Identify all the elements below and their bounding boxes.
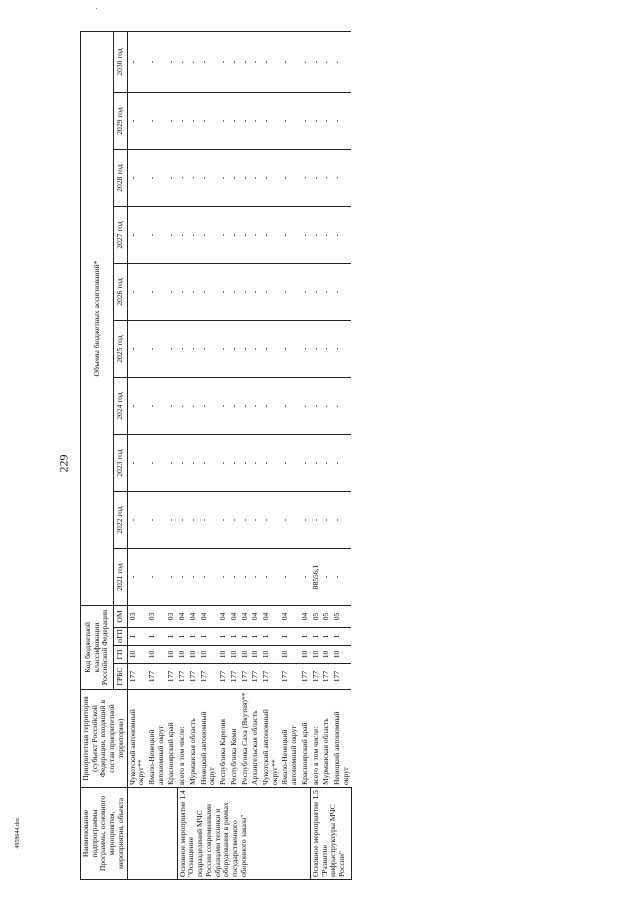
code-cell: 04: [250, 606, 261, 628]
header-row-1: [81, 31, 114, 879]
allocation-value-cell: -: [199, 492, 218, 549]
table-row: [177, 31, 188, 879]
allocation-value-cell: -: [229, 31, 240, 92]
allocation-value-cell: -: [218, 207, 229, 264]
code-cell: 177: [261, 664, 280, 690]
allocation-value-cell: -: [188, 435, 199, 492]
code-cell: 10: [188, 646, 199, 664]
allocation-value-cell: -: [218, 435, 229, 492]
code-cell: 03: [127, 606, 147, 628]
allocation-value-cell: -: [332, 435, 351, 492]
allocation-value-cell: -: [280, 31, 299, 92]
allocation-value-cell: -: [321, 150, 332, 207]
allocation-value-cell: -: [250, 264, 261, 321]
allocation-value-cell: -: [300, 207, 311, 264]
allocation-value-cell: -: [199, 93, 218, 150]
header-year-7: 2028 год: [114, 150, 127, 207]
allocation-value-cell: -: [177, 378, 188, 435]
allocation-value-cell: -: [188, 321, 199, 378]
header-year-3: 2024 год: [114, 378, 127, 435]
allocation-value-cell: -: [280, 492, 299, 549]
allocation-value-cell: -: [261, 492, 280, 549]
header-code-1: ГП: [114, 646, 127, 664]
allocation-value-cell: -: [199, 150, 218, 207]
territory-cell: Республика Карелия: [218, 690, 229, 788]
allocation-value-cell: -: [218, 492, 229, 549]
allocation-value-cell: -: [218, 31, 229, 92]
code-cell: 05: [311, 606, 322, 628]
allocation-value-cell: -: [127, 378, 147, 435]
code-cell: 1: [188, 628, 199, 646]
allocation-value-cell: -: [321, 264, 332, 321]
allocation-value-cell: -: [300, 492, 311, 549]
allocation-value-cell: -: [229, 264, 240, 321]
allocation-value-cell: -: [147, 93, 166, 150]
allocation-value-cell: -: [218, 378, 229, 435]
allocation-value-cell: -: [280, 435, 299, 492]
allocation-value-cell: -: [300, 378, 311, 435]
allocation-value-cell: -: [280, 549, 299, 606]
header-year-2: 2023 год: [114, 435, 127, 492]
allocation-value-cell: -: [188, 93, 199, 150]
allocation-value-cell: -: [177, 321, 188, 378]
allocation-value-cell: -: [300, 549, 311, 606]
allocation-value-cell: -: [280, 264, 299, 321]
allocation-value-cell: -: [321, 378, 332, 435]
allocation-value-cell: -: [127, 150, 147, 207]
header-code-3: ОМ: [114, 606, 127, 628]
territory-cell: Республика Саха (Якутия)**: [240, 690, 251, 788]
allocation-value-cell: -: [250, 378, 261, 435]
code-cell: 177: [147, 664, 166, 690]
header-code-0: ГРБС: [114, 664, 127, 690]
allocation-value-cell: -: [177, 549, 188, 606]
allocation-value-cell: -: [229, 150, 240, 207]
code-cell: 177: [300, 664, 311, 690]
code-cell: 10: [261, 646, 280, 664]
allocation-value-cell: -: [321, 321, 332, 378]
code-cell: 177: [218, 664, 229, 690]
allocation-value-cell: -: [250, 93, 261, 150]
allocation-value-cell: -: [250, 321, 261, 378]
code-cell: 10: [218, 646, 229, 664]
allocation-value-cell: -: [311, 321, 322, 378]
allocation-value-cell: -: [311, 378, 322, 435]
code-cell: 177: [332, 664, 351, 690]
allocation-value-cell: -: [261, 435, 280, 492]
code-cell: 1: [300, 628, 311, 646]
territory-cell: Мурманская область: [321, 690, 332, 788]
code-cell: 1: [147, 628, 166, 646]
territory-cell: Ямало-Ненецкий автономный округ: [147, 690, 166, 788]
allocation-value-cell: -: [188, 549, 199, 606]
code-cell: 10: [127, 646, 147, 664]
allocation-value-cell: -: [188, 264, 199, 321]
allocation-value-cell: -: [250, 492, 261, 549]
allocation-value-cell: -: [332, 549, 351, 606]
allocation-value-cell: -: [177, 492, 188, 549]
territory-cell: всего в том числе:: [311, 690, 322, 788]
code-cell: 04: [240, 606, 251, 628]
code-cell: 10: [332, 646, 351, 664]
allocation-value-cell: -: [311, 264, 322, 321]
allocation-value-cell: -: [147, 150, 166, 207]
allocation-value-cell: -: [147, 264, 166, 321]
header-year-8: 2029 год: [114, 93, 127, 150]
allocation-value-cell: -: [261, 321, 280, 378]
code-cell: 1: [321, 628, 332, 646]
allocation-value-cell: -: [199, 264, 218, 321]
allocation-value-cell: -: [240, 378, 251, 435]
allocation-value-cell: -: [188, 207, 199, 264]
allocation-value-cell: -: [166, 150, 177, 207]
code-cell: 10: [229, 646, 240, 664]
allocation-value-cell: -: [332, 321, 351, 378]
code-cell: 1: [261, 628, 280, 646]
allocation-value-cell: -: [332, 378, 351, 435]
allocation-value-cell: -: [240, 207, 251, 264]
budget-allocation-table: [80, 31, 352, 880]
allocation-value-cell: -: [229, 492, 240, 549]
territory-cell: Ненецкий автономный округ: [199, 690, 218, 788]
code-cell: 177: [321, 664, 332, 690]
code-cell: 04: [261, 606, 280, 628]
allocation-value-cell: -: [127, 93, 147, 150]
header-year-6: 2027 год: [114, 207, 127, 264]
allocation-value-cell: -: [240, 93, 251, 150]
allocation-value-cell: -: [300, 93, 311, 150]
allocation-value-cell: -: [166, 435, 177, 492]
page-number: 229: [56, 454, 71, 473]
allocation-value-cell: -: [166, 549, 177, 606]
allocation-value-cell: -: [321, 207, 332, 264]
allocation-value-cell: -: [199, 321, 218, 378]
code-cell: 04: [199, 606, 218, 628]
header-allocations: Объемы бюджетных ассигнований*: [81, 31, 114, 605]
allocation-value-cell: -: [166, 378, 177, 435]
code-cell: 1: [240, 628, 251, 646]
budget-table-container: [80, 32, 576, 880]
allocation-value-cell: -: [127, 207, 147, 264]
header-code-2: пГП: [114, 628, 127, 646]
allocation-value-cell: -: [147, 321, 166, 378]
code-cell: 177: [240, 664, 251, 690]
allocation-value-cell: -: [177, 207, 188, 264]
allocation-value-cell: -: [166, 492, 177, 549]
code-cell: 05: [332, 606, 351, 628]
allocation-value-cell: -: [261, 264, 280, 321]
code-cell: 177: [199, 664, 218, 690]
allocation-value-cell: -: [127, 549, 147, 606]
allocation-value-cell: -: [177, 150, 188, 207]
allocation-value-cell: -: [177, 31, 188, 92]
code-cell: 10: [250, 646, 261, 664]
table-row: [147, 31, 166, 879]
allocation-value-cell: -: [199, 378, 218, 435]
allocation-value-cell: -: [311, 492, 322, 549]
allocation-value-cell: -: [127, 435, 147, 492]
code-cell: 177: [177, 664, 188, 690]
allocation-value-cell: -: [280, 321, 299, 378]
code-cell: 04: [229, 606, 240, 628]
allocation-value-cell: -: [218, 150, 229, 207]
measure-name-cell: [127, 788, 177, 880]
allocation-value-cell: -: [218, 264, 229, 321]
allocation-value-cell: -: [188, 150, 199, 207]
allocation-value-cell: -: [166, 264, 177, 321]
code-cell: 04: [177, 606, 188, 628]
allocation-value-cell: -: [240, 492, 251, 549]
table-body: [127, 31, 351, 879]
table-row: [250, 31, 261, 879]
allocation-value-cell: -: [218, 549, 229, 606]
allocation-value-cell: -: [311, 207, 322, 264]
header-year-0: 2021 год: [114, 549, 127, 606]
allocation-value-cell: -: [250, 435, 261, 492]
code-cell: 03: [166, 606, 177, 628]
allocation-value-cell: -: [199, 549, 218, 606]
scan-speck: [96, 8, 97, 9]
allocation-value-cell: -: [261, 93, 280, 150]
allocation-value-cell: -: [311, 435, 322, 492]
code-cell: 1: [199, 628, 218, 646]
allocation-value-cell: -: [188, 492, 199, 549]
allocation-value-cell: -: [321, 492, 332, 549]
allocation-value-cell: -: [218, 321, 229, 378]
allocation-value-cell: -: [147, 207, 166, 264]
code-cell: 1: [229, 628, 240, 646]
header-year-9: 2030 год: [114, 31, 127, 92]
table-row: [188, 31, 199, 879]
allocation-value-cell: -: [280, 150, 299, 207]
header-territory: Приоритетная территория (субъект Российской Федерации, входящий в состав приоритетной территории): [81, 690, 128, 788]
code-cell: 10: [311, 646, 322, 664]
table-row: [166, 31, 177, 879]
allocation-value-cell: -: [250, 549, 261, 606]
allocation-value-cell: -: [240, 549, 251, 606]
code-cell: 177: [166, 664, 177, 690]
header-year-4: 2025 год: [114, 321, 127, 378]
territory-cell: Ямало-Ненецкий автономный округ: [280, 690, 299, 788]
allocation-value-cell: -: [229, 378, 240, 435]
allocation-value-cell: -: [332, 264, 351, 321]
allocation-value-cell: -: [332, 31, 351, 92]
code-cell: 177: [250, 664, 261, 690]
territory-cell: Ненецкий автономный округ: [332, 690, 351, 788]
measure-name-cell: Основное мероприятие 1.5 "Развитие инфраструктуры МЧС России": [311, 788, 352, 880]
code-cell: 1: [166, 628, 177, 646]
allocation-value-cell: -: [261, 549, 280, 606]
allocation-value-cell: -: [147, 492, 166, 549]
allocation-value-cell: -: [332, 492, 351, 549]
code-cell: 177: [229, 664, 240, 690]
allocation-value-cell: -: [188, 31, 199, 92]
code-cell: 1: [127, 628, 147, 646]
allocation-value-cell: -: [147, 549, 166, 606]
code-cell: 1: [250, 628, 261, 646]
header-budget-code: Код бюджетной классификации Российской Федерации: [81, 606, 114, 690]
code-cell: 177: [127, 664, 147, 690]
allocation-value-cell: -: [250, 31, 261, 92]
allocation-value-cell: -: [177, 435, 188, 492]
allocation-value-cell: -: [280, 378, 299, 435]
allocation-value-cell: -: [240, 264, 251, 321]
code-cell: 03: [147, 606, 166, 628]
allocation-value-cell: -: [280, 207, 299, 264]
allocation-value-cell: -: [218, 93, 229, 150]
allocation-value-cell: -: [166, 207, 177, 264]
allocation-value-cell: -: [188, 378, 199, 435]
code-cell: 1: [177, 628, 188, 646]
territory-cell: Чукотский автономный округ**: [261, 690, 280, 788]
allocation-value-cell: -: [300, 150, 311, 207]
allocation-value-cell: -: [240, 435, 251, 492]
table-row: [240, 31, 251, 879]
table-row: [300, 31, 311, 879]
allocation-value-cell: -: [229, 93, 240, 150]
table-row: [218, 31, 229, 879]
code-cell: 10: [166, 646, 177, 664]
allocation-value-cell: -: [199, 207, 218, 264]
table-row: [332, 31, 351, 879]
allocation-value-cell: -: [147, 31, 166, 92]
code-cell: 1: [332, 628, 351, 646]
allocation-value-cell: -: [300, 321, 311, 378]
code-cell: 04: [300, 606, 311, 628]
code-cell: 04: [280, 606, 299, 628]
allocation-value-cell: -: [261, 378, 280, 435]
measure-name-cell: Основное мероприятие 1.4 "Оснащение подразделений МЧС России современными образцами техники и оборудования в рамках государственного оборонного заказа": [177, 788, 310, 880]
allocation-value-cell: -: [229, 435, 240, 492]
allocation-value-cell: -: [240, 31, 251, 92]
allocation-value-cell: -: [177, 264, 188, 321]
territory-cell: Красноярский край: [300, 690, 311, 788]
allocation-value-cell: -: [127, 264, 147, 321]
allocation-value-cell: -: [240, 321, 251, 378]
code-cell: 04: [188, 606, 199, 628]
territory-cell: Красноярский край: [166, 690, 177, 788]
table-row: [199, 31, 218, 879]
code-cell: 04: [218, 606, 229, 628]
code-cell: 10: [177, 646, 188, 664]
territory-cell: всего в том числе:: [177, 690, 188, 788]
table-row: [229, 31, 240, 879]
allocation-value-cell: -: [321, 549, 332, 606]
allocation-value-cell: -: [240, 150, 251, 207]
code-cell: 177: [188, 664, 199, 690]
allocation-value-cell: -: [199, 435, 218, 492]
allocation-value-cell: -: [229, 549, 240, 606]
allocation-value-cell: -: [166, 321, 177, 378]
allocation-value-cell: -: [261, 150, 280, 207]
allocation-value-cell: -: [229, 207, 240, 264]
header-program: Наименование подпрограммы Программы, основного мероприятия, мероприятия, объекта: [81, 788, 128, 880]
code-cell: 10: [199, 646, 218, 664]
allocation-value-cell: -: [127, 492, 147, 549]
allocation-value-cell: -: [321, 31, 332, 92]
allocation-value-cell: -: [332, 150, 351, 207]
table-row: [321, 31, 332, 879]
code-cell: 1: [311, 628, 322, 646]
code-cell: 10: [300, 646, 311, 664]
allocation-value-cell: -: [127, 321, 147, 378]
code-cell: 1: [280, 628, 299, 646]
territory-cell: Мурманская область: [188, 690, 199, 788]
allocation-value-cell: -: [127, 31, 147, 92]
allocation-value-cell: -: [229, 321, 240, 378]
table-row: [311, 31, 322, 879]
allocation-value-cell: -: [199, 31, 218, 92]
code-cell: 10: [280, 646, 299, 664]
code-cell: 177: [280, 664, 299, 690]
code-cell: 1: [218, 628, 229, 646]
allocation-value-cell: -: [250, 207, 261, 264]
code-cell: 10: [147, 646, 166, 664]
allocation-value-cell: -: [147, 378, 166, 435]
allocation-value-cell: -: [300, 31, 311, 92]
allocation-value-cell: -: [300, 435, 311, 492]
allocation-value-cell: -: [261, 31, 280, 92]
allocation-value-cell: -: [166, 31, 177, 92]
allocation-value-cell: -: [147, 435, 166, 492]
code-cell: 05: [321, 606, 332, 628]
code-cell: 10: [321, 646, 332, 664]
header-year-5: 2026 год: [114, 264, 127, 321]
allocation-value-cell: -: [332, 207, 351, 264]
header-year-1: 2022 год: [114, 492, 127, 549]
code-cell: 10: [240, 646, 251, 664]
territory-cell: Республика Коми: [229, 690, 240, 788]
table-row: [127, 31, 147, 879]
allocation-value-cell: -: [321, 93, 332, 150]
allocation-value-cell: -: [300, 264, 311, 321]
allocation-value-cell: -: [166, 93, 177, 150]
allocation-value-cell: 88556,1: [311, 549, 322, 606]
allocation-value-cell: -: [332, 93, 351, 150]
table-row: [261, 31, 280, 879]
allocation-value-cell: -: [177, 93, 188, 150]
document-footer: 4958644.doc: [15, 817, 21, 849]
allocation-value-cell: -: [311, 31, 322, 92]
code-cell: 177: [311, 664, 322, 690]
allocation-value-cell: -: [321, 435, 332, 492]
allocation-value-cell: -: [280, 93, 299, 150]
allocation-value-cell: -: [261, 207, 280, 264]
allocation-value-cell: -: [311, 150, 322, 207]
allocation-value-cell: -: [311, 93, 322, 150]
territory-cell: Архангельская область: [250, 690, 261, 788]
table-row: [280, 31, 299, 879]
territory-cell: Чукотский автономный округ**: [127, 690, 147, 788]
allocation-value-cell: -: [250, 150, 261, 207]
